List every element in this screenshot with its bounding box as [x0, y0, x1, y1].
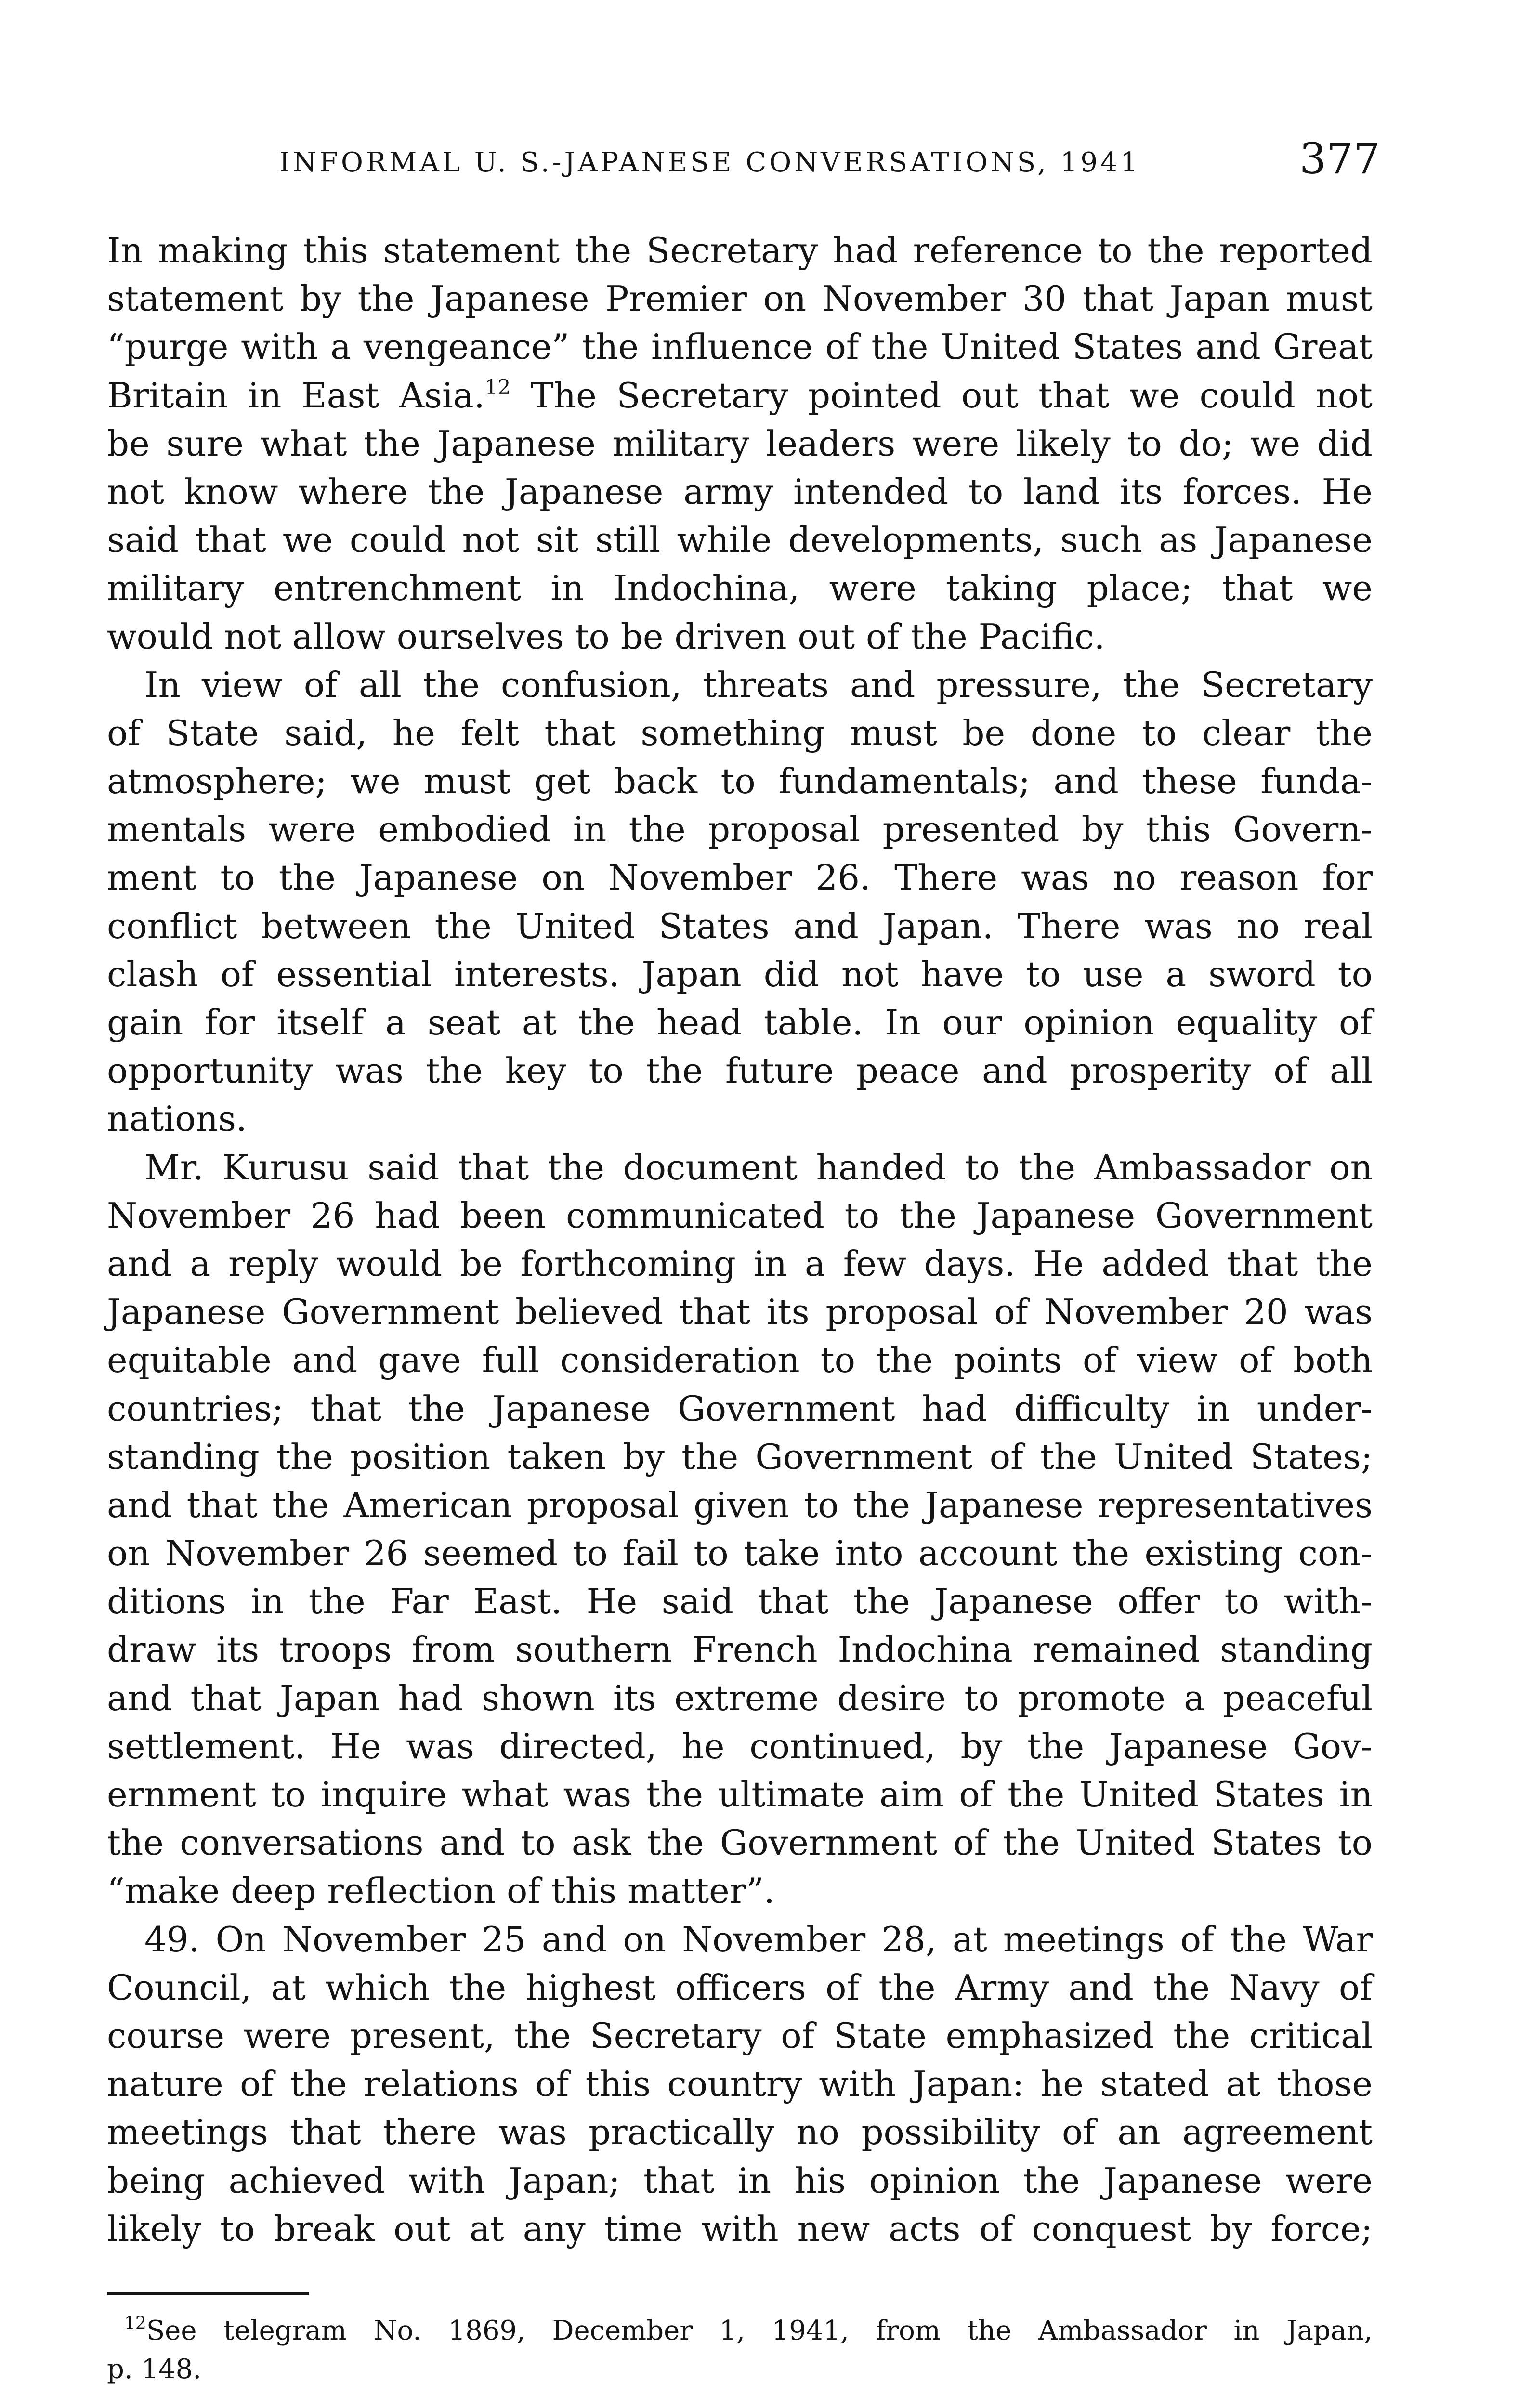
text-line: clash of essential interests. Japan did not have to use a sword to [107, 954, 1373, 995]
text-line: nations. [107, 1099, 247, 1139]
text-line: statement by the Japanese Premier on November 30 that Japan must [107, 278, 1373, 319]
footnote-text: See telegram No. 1869, December 1, 1941, from the Ambassador in Japan, [146, 2315, 1373, 2346]
body-text [107, 226, 1373, 2253]
paragraph-1 [107, 226, 1373, 661]
text-line: ditions in the Far East. He said that the Japanese offer to with- [107, 1581, 1373, 1622]
text-line: the conversations and to ask the Government of the United States to [107, 1822, 1373, 1863]
line-remainder: The Secretary pointed out that we could not [530, 375, 1373, 416]
text-line: standing the position taken by the Government of the United States; [107, 1436, 1373, 1477]
text-line: draw its troops from southern French Indochina remained standing [107, 1629, 1373, 1670]
text-line: said that we could not sit still while developments, such as Japanese [107, 520, 1373, 561]
text-line: settlement. He was directed, he continued, by the Japanese Gov- [107, 1726, 1373, 1767]
text-line: likely to break out at any time with new acts of conquest by force; [107, 2208, 1373, 2249]
page-number: 377 [1299, 134, 1380, 183]
text-line: ernment to inquire what was the ultimate aim of the United States in [107, 1774, 1373, 1815]
running-head: INFORMAL U. S.-JAPANESE CONVERSATIONS, 1941 [279, 147, 1141, 178]
text-line: meetings that there was practically no possibility of an agreement [107, 2112, 1373, 2153]
text-line: not know where the Japanese army intended to land its forces. He [107, 471, 1373, 512]
text-line: and that the American proposal given to the Japanese representatives [107, 1484, 1373, 1525]
text-line: Mr. Kurusu said that the document handed to the Ambassador on [144, 1147, 1373, 1188]
footnote-marker: 12 [124, 2314, 146, 2333]
text-line: of State said, he felt that something must be done to clear the [107, 712, 1373, 753]
text-line: ment to the Japanese on November 26. There was no reason for [107, 857, 1373, 898]
text-line: and a reply would be forthcoming in a few days. He added that the [107, 1243, 1373, 1284]
text-line: Japanese Government believed that its proposal of November 20 was [107, 1292, 1373, 1333]
text-line: on November 26 seemed to fail to take into account the existing con- [107, 1533, 1373, 1574]
line-prefix: Britain in East Asia. [107, 375, 485, 416]
text-line: being achieved with Japan; that in his opinion the Japanese were [107, 2160, 1373, 2201]
footnote-line: p. 148. [107, 2354, 202, 2385]
text-line: would not allow ourselves to be driven out of the Pacific. [107, 616, 1105, 657]
paragraph-2 [107, 661, 1373, 1143]
text-line: 49. On November 25 and on November 28, at meetings of the War [144, 1919, 1373, 1960]
paragraph-3 [107, 1143, 1373, 1915]
text-line: countries; that the Japanese Government had difficulty in under- [107, 1388, 1373, 1429]
text-line: “make deep reflection of this matter”. [107, 1871, 775, 1911]
text-line: “purge with a vengeance” the influence of the United States and Great [107, 327, 1373, 367]
text-line: be sure what the Japanese military leaders were likely to do; we did [107, 423, 1373, 464]
text-line: gain for itself a seat at the head table. In our opinion equality of [107, 1002, 1373, 1043]
text-line: course were present, the Secretary of State emphasized the critical [107, 2015, 1373, 2056]
text-line: military entrenchment in Indochina, were taking place; that we [107, 568, 1373, 609]
text-line-with-footnote [107, 371, 1373, 419]
text-line: and that Japan had shown its extreme desire to promote a peaceful [107, 1677, 1373, 1718]
footnote-line [107, 2312, 1373, 2350]
text-line: Council, at which the highest officers of the Army and the Navy of [107, 1967, 1373, 2008]
text-line: opportunity was the key to the future peace and prosperity of all [107, 1050, 1373, 1091]
text-line: nature of the relations of this country with Japan: he stated at those [107, 2064, 1373, 2105]
text-line: In view of all the confusion, threats and pressure, the Secretary [144, 664, 1373, 705]
text-line: November 26 had been communicated to the Japanese Government [107, 1195, 1373, 1236]
text-line: atmosphere; we must get back to fundamentals; and these funda- [107, 761, 1373, 802]
text-line: In making this statement the Secretary had reference to the reported [107, 230, 1373, 271]
text-line: equitable and gave full consideration to the points of view of both [107, 1340, 1373, 1381]
footnote-reference: 12 [484, 375, 511, 399]
text-line: mentals were embodied in the proposal presented by this Govern- [107, 809, 1373, 850]
paragraph-4 [107, 1915, 1373, 2253]
footnote-divider [107, 2292, 309, 2295]
footnote [107, 2312, 1373, 2389]
text-line: conflict between the United States and Japan. There was no real [107, 905, 1373, 946]
